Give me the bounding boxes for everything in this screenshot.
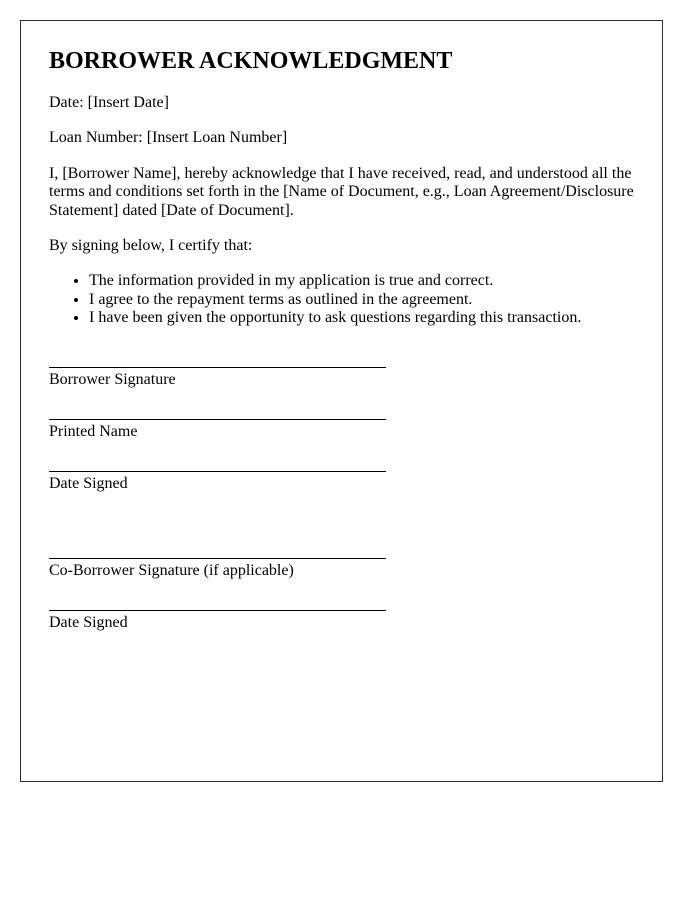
signature-line bbox=[49, 471, 386, 472]
signature-block-printed-name bbox=[49, 419, 634, 441]
certification-item: • I agree to the repayment terms as outlined in the agreement. bbox=[89, 291, 634, 309]
signature-label: Borrower Signature bbox=[49, 370, 176, 388]
document-page bbox=[20, 20, 663, 782]
signature-label: Printed Name bbox=[49, 422, 138, 440]
certification-intro: By signing below, I certify that: bbox=[49, 236, 253, 254]
certification-item: • The information provided in my application is true and correct. bbox=[89, 272, 634, 290]
signature-line bbox=[49, 558, 386, 559]
signature-section bbox=[49, 367, 634, 633]
signature-line bbox=[49, 419, 386, 420]
signature-label: Date Signed bbox=[49, 475, 128, 493]
signature-block-co-borrower-date-signed bbox=[49, 610, 634, 632]
signature-block-borrower-signature bbox=[49, 367, 634, 389]
certification-item: • I have been given the opportunity to ask questions regarding this transaction. bbox=[89, 309, 634, 327]
signature-line bbox=[49, 610, 386, 611]
loan-number-line: Loan Number: [Insert Loan Number] bbox=[49, 129, 288, 147]
signature-line bbox=[49, 367, 386, 368]
signature-label: Date Signed bbox=[49, 614, 128, 632]
certification-list bbox=[49, 272, 634, 327]
acknowledgment-paragraph: I, [Borrower Name], hereby acknowledge that I have received, read, and understood all the terms and conditions set forth in the [Name of Document, e.g., Loan Agreement/Disclosure Statement] dated [Date of Document]. bbox=[49, 164, 634, 219]
signature-label: Co-Borrower Signature (if applicable) bbox=[49, 561, 294, 579]
date-line: Date: [Insert Date] bbox=[49, 94, 169, 111]
signature-block-co-borrower-signature bbox=[49, 558, 634, 580]
document-title: BORROWER ACKNOWLEDGMENT bbox=[49, 48, 453, 74]
signature-block-date-signed bbox=[49, 471, 634, 493]
